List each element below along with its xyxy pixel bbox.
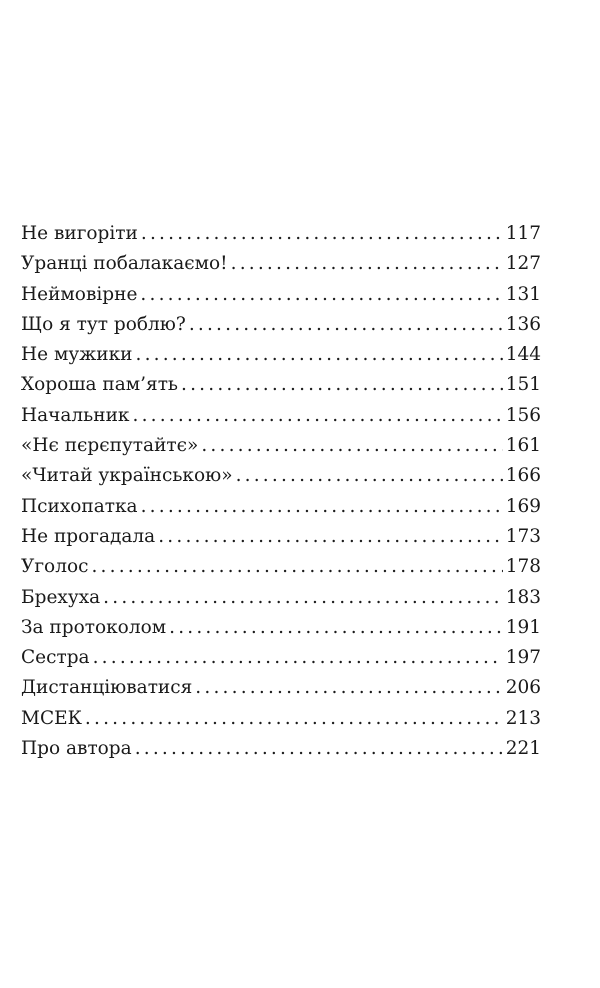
toc-entry <box>21 284 541 314</box>
toc-entry-page: 169 <box>505 495 541 517</box>
toc-entry-page: 144 <box>505 344 541 366</box>
toc-dot-leader <box>181 374 503 395</box>
toc-entry <box>21 587 541 617</box>
toc-dot-leader <box>169 617 503 638</box>
toc-entry <box>21 344 541 374</box>
toc-dot-leader <box>201 435 502 456</box>
toc-entry-title: «Нє пєрєпутайтє» <box>21 435 199 457</box>
toc-entry <box>21 253 541 283</box>
toc-dot-leader <box>132 405 502 426</box>
toc-entry <box>21 556 541 586</box>
toc-entry-title: Не мужики <box>21 344 133 366</box>
toc-entry-page: 156 <box>505 404 541 426</box>
toc-entry-title: За протоколом <box>21 616 167 638</box>
toc-dot-leader <box>135 344 502 365</box>
toc-dot-leader <box>140 284 502 305</box>
toc-dot-leader <box>91 556 502 577</box>
toc-dot-leader <box>236 465 503 486</box>
toc-entry-page: 221 <box>505 738 541 760</box>
toc-entry-title: Психопатка <box>21 495 138 517</box>
toc-entry <box>21 496 541 526</box>
toc-dot-leader <box>141 496 503 517</box>
toc-entry <box>21 708 541 738</box>
toc-entry-page: 197 <box>505 647 541 669</box>
toc-entry-title: Брехуха <box>21 586 101 608</box>
toc-entry-title: Хороша пам’ять <box>21 374 179 396</box>
toc-entry-page: 173 <box>505 525 541 547</box>
toc-entry-title: Начальник <box>21 404 130 426</box>
toc-dot-leader <box>189 314 503 335</box>
toc-entry-title: «Читай українською» <box>21 465 233 487</box>
toc-dot-leader <box>103 587 503 608</box>
toc-entry-page: 136 <box>505 313 541 335</box>
toc-dot-leader <box>93 647 503 668</box>
toc-entry <box>21 314 541 344</box>
toc-entry <box>21 617 541 647</box>
toc-entry-page: 213 <box>505 707 541 729</box>
toc-entry-title: Уранці побалакаємо! <box>21 253 228 275</box>
toc-dot-leader <box>158 526 502 547</box>
toc-entry <box>21 738 541 768</box>
toc-entry-title: Не прогадала <box>21 525 156 547</box>
toc-entry-title: Дистанціюватися <box>21 677 193 699</box>
toc-entry-page: 166 <box>505 465 541 487</box>
toc-dot-leader <box>231 253 503 274</box>
toc-entry-page: 183 <box>505 586 541 608</box>
toc-entry-title: Неймовірне <box>21 283 138 305</box>
toc-entry-title: Сестра <box>21 647 90 669</box>
toc-entry <box>21 647 541 677</box>
toc-entry-title: Що я тут роблю? <box>21 313 186 335</box>
toc-entry-title: Не вигоріти <box>21 223 138 244</box>
toc-entry-page: 127 <box>505 253 541 275</box>
toc-entry-page: 178 <box>505 556 541 578</box>
toc-dot-leader <box>195 677 502 698</box>
toc-entry <box>21 435 541 465</box>
toc-entry-title: Уголос <box>21 556 89 578</box>
table-of-contents <box>21 223 541 768</box>
toc-entry <box>21 223 541 253</box>
toc-entry-page: 117 <box>505 223 541 244</box>
toc-entry-page: 206 <box>505 677 541 699</box>
toc-dot-leader <box>135 738 503 759</box>
toc-dot-leader <box>141 223 503 244</box>
toc-dot-leader <box>85 708 503 729</box>
toc-entry <box>21 405 541 435</box>
toc-entry-page: 151 <box>505 374 541 396</box>
toc-entry-page: 191 <box>505 616 541 638</box>
toc-entry-title: МСЕК <box>21 707 82 729</box>
toc-entry <box>21 374 541 404</box>
toc-entry-page: 131 <box>505 283 541 305</box>
toc-entry <box>21 526 541 556</box>
toc-entry-title: Про автора <box>21 738 132 760</box>
toc-entry-page: 161 <box>505 435 541 457</box>
toc-entry <box>21 465 541 495</box>
toc-entry <box>21 677 541 707</box>
